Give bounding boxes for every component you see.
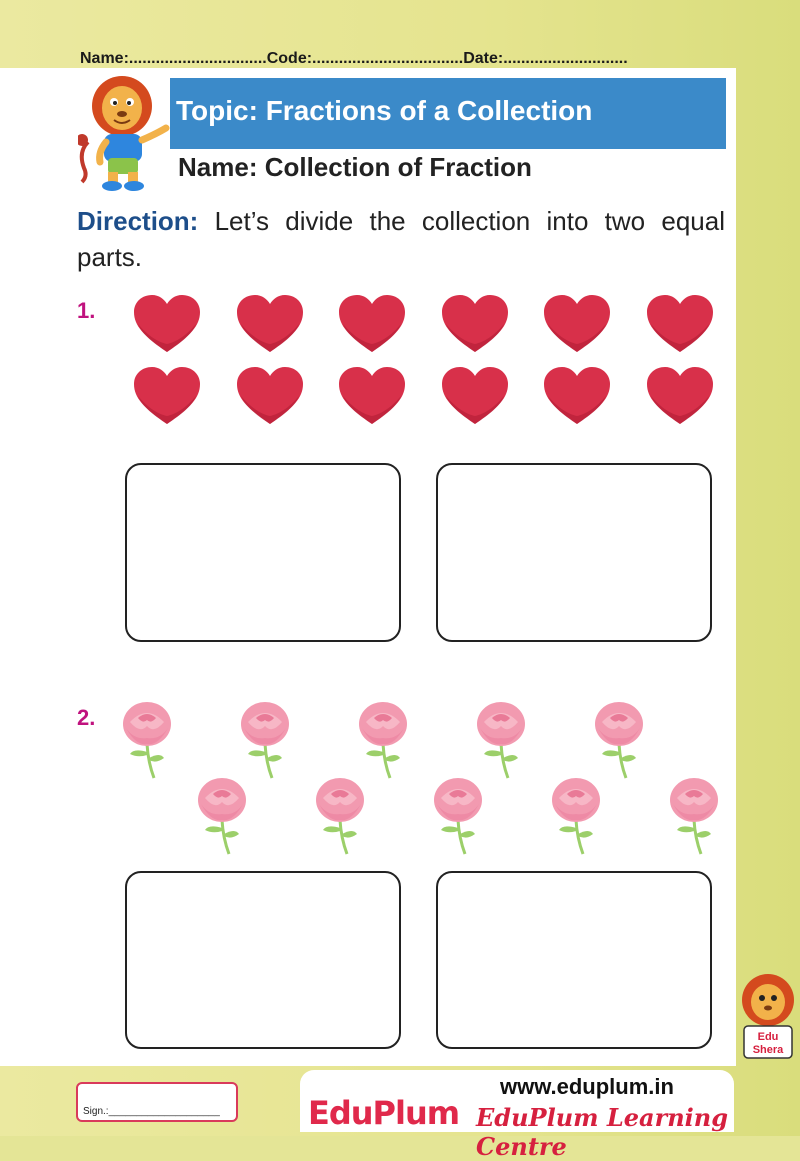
website-link[interactable]: www.eduplum.in bbox=[500, 1074, 674, 1099]
heart-icon bbox=[440, 294, 510, 354]
name-label: Name: bbox=[80, 50, 129, 67]
rose-icon bbox=[547, 776, 605, 856]
rose-icon bbox=[429, 776, 487, 856]
heart-icon bbox=[337, 294, 407, 354]
signature-box[interactable] bbox=[76, 1082, 238, 1122]
answer-box-2b[interactable] bbox=[436, 871, 712, 1049]
date-field[interactable]: ............................ bbox=[503, 50, 628, 67]
rose-icon bbox=[354, 700, 412, 780]
learning-centre-text: EduPlum Learning Centre bbox=[476, 1103, 729, 1161]
heart-icon bbox=[440, 366, 510, 426]
answer-box-2a[interactable] bbox=[125, 871, 401, 1049]
worksheet-name: Name: Collection of Fraction bbox=[178, 152, 532, 182]
answer-box-1a[interactable] bbox=[125, 463, 401, 642]
answer-box-1b[interactable] bbox=[436, 463, 712, 642]
edushera-logo bbox=[736, 970, 800, 1066]
rose-icon bbox=[665, 776, 723, 856]
code-field[interactable]: .................................. bbox=[312, 50, 464, 67]
rose-icon bbox=[236, 700, 294, 780]
rose-icon bbox=[118, 700, 176, 780]
code-label: Code: bbox=[266, 50, 313, 67]
rose-icon bbox=[472, 700, 530, 780]
heart-icon bbox=[132, 366, 202, 426]
lion-mascot-icon bbox=[78, 72, 170, 192]
direction-label: Direction: bbox=[77, 206, 199, 236]
question-number-1: 1. bbox=[77, 298, 96, 323]
rose-icon bbox=[193, 776, 251, 856]
heart-icon bbox=[337, 366, 407, 426]
heart-icon bbox=[235, 294, 305, 354]
svg-text:Edu: Edu bbox=[757, 1031, 779, 1043]
heart-icon bbox=[542, 294, 612, 354]
date-label: Date: bbox=[463, 50, 504, 67]
heart-icon bbox=[542, 366, 612, 426]
heart-icon bbox=[235, 366, 305, 426]
header-fields bbox=[80, 50, 720, 70]
direction-text: Let’s divide the collection into two equal parts. bbox=[77, 206, 725, 272]
signature-label: Sign.:____________________ bbox=[83, 1106, 220, 1117]
svg-text:Shera: Shera bbox=[752, 1044, 784, 1056]
direction bbox=[77, 203, 725, 275]
rose-icon bbox=[590, 700, 648, 780]
eduplum-logo: EduPlum bbox=[308, 1094, 460, 1132]
heart-icon bbox=[132, 294, 202, 354]
heart-icon bbox=[645, 366, 715, 426]
topic-title: Topic: Fractions of a Collection bbox=[170, 78, 726, 149]
heart-icon bbox=[645, 294, 715, 354]
rose-icon bbox=[311, 776, 369, 856]
question-number-2: 2. bbox=[77, 705, 96, 730]
name-field[interactable]: ............................... bbox=[128, 50, 267, 67]
